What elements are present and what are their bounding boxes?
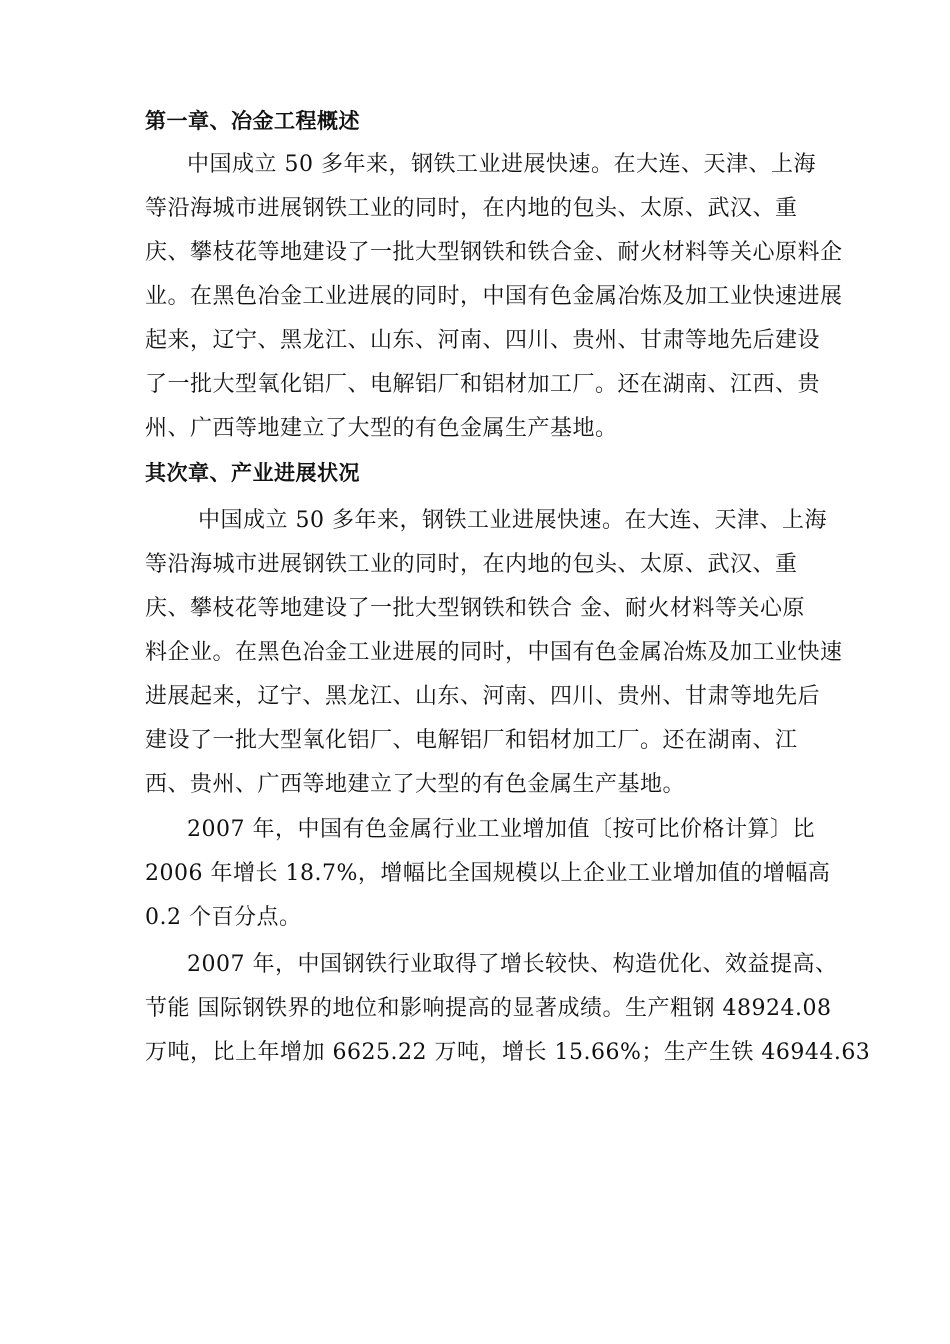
chapter-2-line: 建设了一批大型氧化铝厂、电解铝厂和铝材加工厂。还在湖南、江 (145, 728, 798, 753)
chapter-2-line: 2007 年，中国钢铁行业取得了增长较快、构造优化、效益提高、 (187, 952, 838, 977)
chapter-1-line: 庆、攀枝花等地建设了一批大型钢铁和铁合金、耐火材料等关心原料企 (145, 240, 843, 265)
chapter-2-line: 等沿海城市进展钢铁工业的同时，在内地的包头、太原、武汉、重 (145, 552, 798, 577)
chapter-2-line: 西、贵州、广西等地建立了大型的有色金属生产基地。 (145, 772, 686, 797)
chapter-1-line: 等沿海城市进展钢铁工业的同时，在内地的包头、太原、武汉、重 (145, 196, 798, 221)
chapter-2-line: 料企业。在黑色冶金工业进展的同时，中国有色金属冶炼及加工业快速 (145, 640, 843, 665)
chapter-1-line: 业。在黑色冶金工业进展的同时，中国有色金属冶炼及加工业快速进展 (145, 284, 843, 309)
chapter-2-line: 0.2 个百分点。 (145, 905, 302, 930)
chapter-2-line: 进展起来，辽宁、黑龙江、山东、河南、四川、贵州、甘肃等地先后 (145, 684, 821, 709)
chapter-2-line: 万吨，比上年增加 6625.22 万吨，增长 15.66%；生产生铁 46944.63 (145, 1040, 871, 1065)
chapter-2-title: 其次章、产业进展状况 (145, 461, 360, 485)
chapter-2-line: 中国成立 50 多年来，钢铁工业进展快速。在大连、天津、上海 (198, 508, 827, 533)
chapter-1-line: 州、广西等地建立了大型的有色金属生产基地。 (145, 416, 618, 441)
chapter-1-title: 第一章、冶金工程概述 (145, 109, 360, 133)
chapter-2-line: 节能 国际钢铁界的地位和影响提高的显著成绩。生产粗钢 48924.08 (145, 996, 832, 1021)
chapter-2-line: 2006 年增长 18.7%，增幅比全国规模以上企业工业增加值的增幅高 (145, 861, 831, 886)
chapter-2-line: 庆、攀枝花等地建设了一批大型钢铁和铁合 金、耐火材料等关心原 (145, 596, 805, 621)
chapter-2-line: 2007 年，中国有色金属行业工业增加值〔按可比价格计算〕比 (187, 817, 815, 842)
chapter-1-line: 中国成立 50 多年来，钢铁工业进展快速。在大连、天津、上海 (187, 152, 816, 177)
chapter-1-line: 起来，辽宁、黑龙江、山东、河南、四川、贵州、甘肃等地先后建设 (145, 328, 821, 353)
chapter-1-line: 了一批大型氧化铝厂、电解铝厂和铝材加工厂。还在湖南、江西、贵 (145, 372, 821, 397)
